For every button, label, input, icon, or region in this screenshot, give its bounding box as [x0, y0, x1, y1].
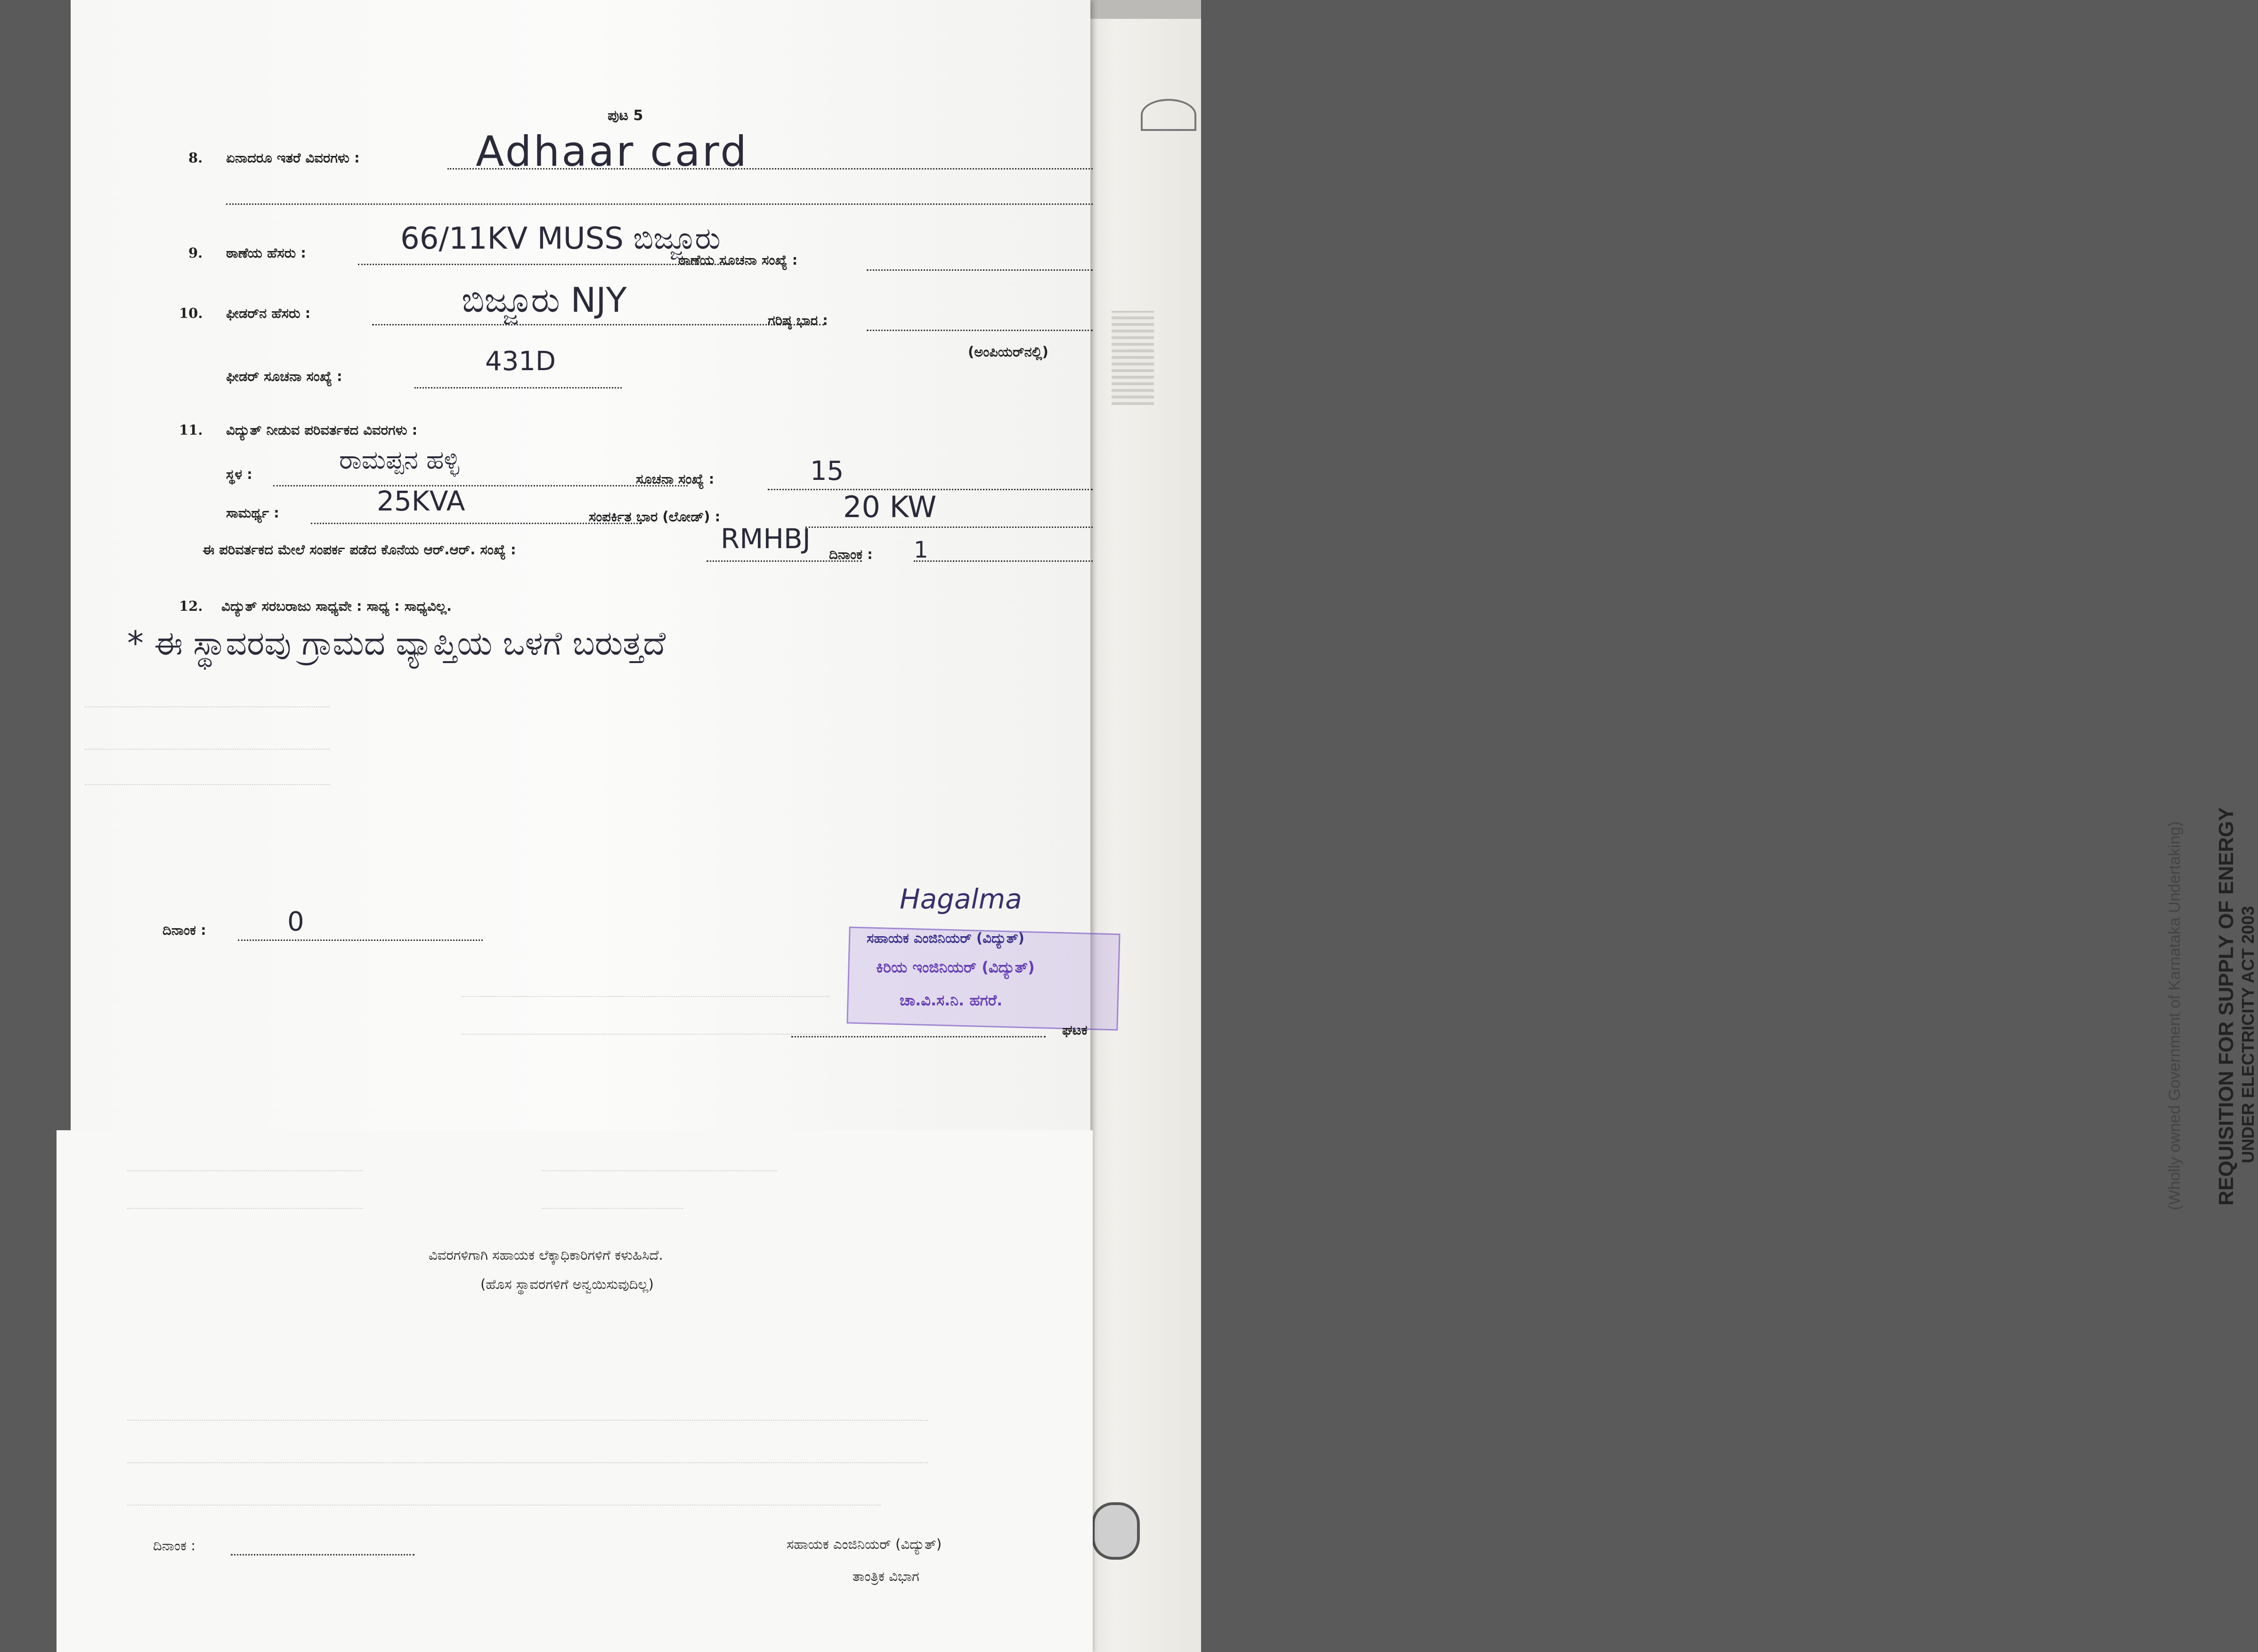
- item-10-value: ಬಿಜ್ಜೂರು NJY: [462, 280, 627, 320]
- item-9-value: 66/11KV MUSS ಬಿಜ್ಜೂರು: [400, 221, 721, 256]
- back-cover-logo: [1092, 1502, 1140, 1560]
- footer-signatory: ಸಹಾಯಕ ಎಂಜಿನಿಯರ್ (ವಿದ್ಯುತ್): [787, 1536, 942, 1552]
- item-10-label: ಫೀಡರ್‌ನ ಹೆಸರು :: [226, 305, 311, 321]
- item-11-ref-label: ಸೂಚನಾ ಸಂಖ್ಯೆ :: [636, 471, 715, 487]
- form-page: [71, 0, 1090, 1652]
- back-cover-print-block: [1112, 311, 1154, 405]
- ghost-line: [127, 1505, 881, 1506]
- cover-title-line1: REQUISITION FOR SUPPLY OF ENERGY: [2215, 807, 2238, 1206]
- item-10-unit: (ಅಂಪಿಯರ್‌ನಲ್ಲಿ): [968, 344, 1048, 360]
- date-2-label: ದಿನಾಂಕ :: [153, 1538, 195, 1554]
- ghost-line: [127, 1462, 928, 1463]
- back-cover-emblem: [1141, 99, 1196, 131]
- item-11-label: ವಿದ್ಯುತ್ ನೀಡುವ ಪರಿವರ್ತಕದ ವಿವರಗಳು :: [226, 422, 418, 438]
- handwritten-remark: * ಈ ಸ್ಥಾವರವು ಗ್ರಾಮದ ವ್ಯಾಪ್ತಿಯ ಒಳಗೆ ಬರುತ್ತದೆ: [127, 624, 666, 663]
- item-11-rr-label: ಈ ಪರಿವರ್ತಕದ ಮೇಲೆ ಸಂಪರ್ಕ ಪಡೆದ ಕೊನೆಯ ಆರ್.ಆರ್. ಸಂಖ್ಯೆ :: [203, 542, 516, 558]
- item-11-place-value: ರಾಮಪ್ಪನ ಹಳ್ಳಿ: [339, 445, 460, 475]
- unit-label: ಘಟಕ: [1062, 1022, 1088, 1038]
- ghost-line: [85, 749, 330, 750]
- ghost-line: [462, 1034, 829, 1035]
- item-10-label-3: ಫೀಡರ್ ಸೂಚನಾ ಸಂಖ್ಯೆ :: [226, 368, 342, 384]
- item-11-rr-value: RMHBJ: [721, 523, 811, 555]
- ghost-line: [127, 1208, 363, 1209]
- item-9-label: ಠಾಣೆಯ ಹೆಸರು :: [226, 245, 306, 261]
- forward-note-sub: (ಹೊಸ ಸ್ಥಾವರಗಳಿಗೆ ಅನ್ವಯಿಸುವುದಿಲ್ಲ): [480, 1276, 654, 1292]
- item-10-line-3: [414, 387, 622, 389]
- item-10-line: [372, 324, 824, 325]
- item-8-value: Adhaar card: [476, 127, 749, 176]
- ghost-line: [85, 706, 330, 707]
- item-11-load-line: [805, 526, 1093, 528]
- item-11-date-value: 1: [914, 537, 928, 563]
- stamp-line-2: ಚಾ.ವಿ.ಸ.ನಿ. ಹಗರೆ.: [900, 991, 1003, 1009]
- footer-department: ತಾಂತ್ರಿಕ ವಿಭಾಗ: [853, 1568, 919, 1584]
- item-11-date-label: ದಿನಾಂಕ :: [829, 546, 873, 562]
- item-9-line: [358, 264, 730, 265]
- item-11-capacity-label: ಸಾಮರ್ಥ್ಯ :: [226, 505, 279, 521]
- ghost-line: [542, 1170, 777, 1171]
- ghost-line: [462, 996, 829, 997]
- item-12-label: ವಿದ್ಯುತ್ ಸರಬರಾಜು ಸಾಧ್ಯವೇ : ಸಾಧ್ಯ : ಸಾಧ್ಯವಿಲ್ಲ.: [221, 598, 452, 614]
- item-11-load-label: ಸಂಪರ್ಕಿತ ಭಾರ (ಲೋಡ್) :: [589, 509, 721, 525]
- item-10-number: 10.: [179, 305, 203, 321]
- item-9-label-2: ಠಾಣೆಯ ಸೂಚನಾ ಸಂಖ್ಯೆ :: [678, 252, 798, 268]
- item-11-capacity-value: 25KVA: [377, 485, 465, 517]
- date-1-label: ದಿನಾಂಕ :: [162, 922, 206, 938]
- handwritten-signature: Hagalma: [900, 883, 1022, 915]
- page-number: ಪುಟ 5: [608, 107, 643, 124]
- item-11-place-label: ಸ್ಥಳ :: [226, 466, 252, 482]
- item-11-date-line: [914, 560, 1093, 562]
- item-11-load-value: 20 KW: [843, 490, 937, 524]
- ghost-line: [542, 1208, 683, 1209]
- item-10-value-3: 431D: [485, 346, 556, 377]
- item-12-number: 12.: [179, 598, 203, 614]
- item-11-number: 11.: [179, 422, 203, 438]
- item-8-number: 8.: [188, 150, 203, 166]
- cover-subtitle: (Wholly owned Government of Karnataka Undertaking): [2166, 821, 2184, 1210]
- ghost-line: [85, 784, 330, 785]
- forward-note: ವಿವರಗಳಿಗಾಗಿ ಸಹಾಯಕ ಲೆಕ್ಕಾಧಿಕಾರಿಗಳಿಗೆ ಕಳುಹಿಸಿದೆ.: [429, 1247, 663, 1263]
- item-8-label: ಏನಾದರೂ ಇತರೆ ವಿವರಗಳು :: [226, 150, 360, 166]
- item-10-label-2: ಗರಿಷ್ಠ ಭಾರ :: [768, 312, 828, 328]
- item-9-number: 9.: [188, 245, 203, 261]
- unit-line: [791, 1036, 1046, 1037]
- signatory-title: ಸಹಾಯಕ ಎಂಜಿನಿಯರ್ (ವಿದ್ಯುತ್): [867, 930, 1024, 946]
- ghost-line: [127, 1420, 928, 1421]
- ghost-line: [127, 1170, 363, 1171]
- item-11-ref-value: 15: [810, 456, 844, 486]
- stamp-line-1: ಕಿರಿಯ ಇಂಜಿನಿಯರ್ (ವಿದ್ಯುತ್): [876, 958, 1035, 976]
- cover-title-line2: UNDER ELECTRICITY ACT 2003: [2238, 906, 2258, 1163]
- item-8-line-2: [226, 203, 1093, 205]
- date-2-line: [231, 1554, 414, 1555]
- item-11-place-line: [273, 485, 688, 486]
- item-10-line-2: [867, 330, 1093, 331]
- date-1-line: [238, 939, 483, 941]
- date-1-value: 0: [287, 907, 304, 937]
- item-9-line-2: [867, 269, 1093, 271]
